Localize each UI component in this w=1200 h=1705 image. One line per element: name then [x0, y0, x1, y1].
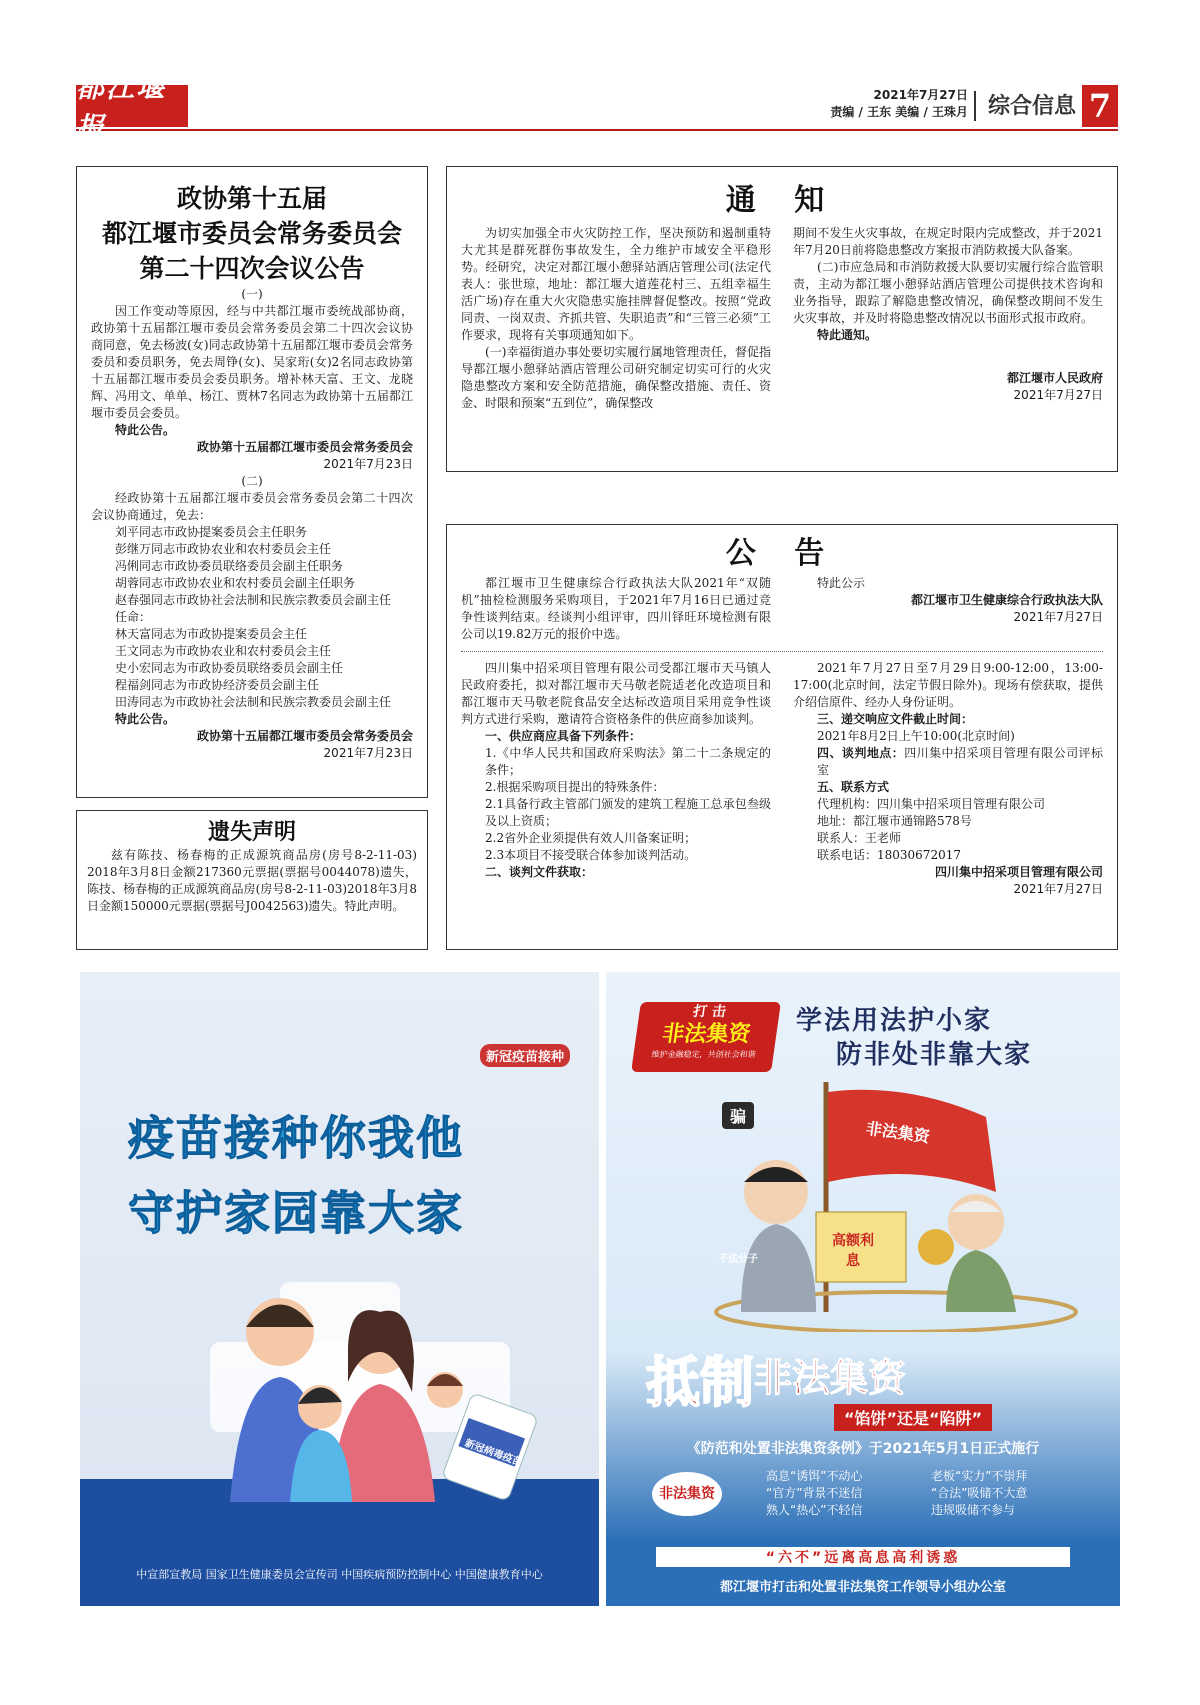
procurement-announcement: [446, 524, 1118, 950]
announce-a1-sign: 都江堰市卫生健康综合行政执法大队: [910, 593, 1103, 607]
editors: 责编 / 王东 美编 / 王珠月: [830, 105, 968, 119]
notice-para-4: (二)市应急局和市消防救援大队要切实履行综合监管职责，主动为都江堰小憩驿站酒店管理公司提供技术咨询和业务指导，跟踪了解隐患整改情况，确保整改期间不发生火灾事故，并及时将隐患整改情况以书面形式报市政府。: [793, 260, 1103, 325]
vaccine-poster: [80, 972, 599, 1606]
page-number: 7: [1082, 85, 1118, 127]
list-item: 冯俐同志市政协委员联络委员会副主任职务: [115, 559, 344, 573]
appoint-label: 任命：: [115, 610, 152, 624]
fraud-illustration: [646, 1072, 1086, 1332]
announce-heading: 四、谈判地点：: [817, 746, 905, 760]
fire-notice: [446, 166, 1118, 472]
lost-statement: [76, 810, 428, 950]
announce-a1-end: 特此公示: [817, 576, 866, 590]
list-item: 赵春强同志市政协社会法制和民族宗教委员会副主任: [115, 593, 392, 607]
lost-text: 兹有陈技、杨春梅的正成源筑商品房(房号8-2-11-03) 2018年3月8日金额217360元票据(票据号0044078)遗失，陈技、杨春梅的正成源筑商品房(房号8-2-11-03)2018年3月8日金额150000元票据(票据号J0042563)遗失。特此声明。: [87, 848, 417, 913]
dotted-divider: [461, 651, 1103, 652]
announce-heading: 二、谈判文件获取：: [485, 865, 594, 879]
notice-line: 特此公告。: [115, 423, 176, 437]
announce-b-intro: 四川集中招采项目管理有限公司受都江堰市天马镇人民政府委托，拟对都江堰市天马敬老院适老化改造项目和都江堰市天马敬老院食品安全达标改造项目采用竞争性谈判方式进行采购，邀请符合资格条件的供应商参加谈判。: [461, 661, 771, 726]
announce-line: 代理机构：四川集中招采项目管理有限公司: [817, 797, 1046, 811]
villain-label: 不法分子: [718, 1254, 758, 1265]
tip-item: 违规吸储不参与: [931, 1503, 1016, 1517]
announce-line: 2021年8月2日上午10:00(北京时间): [817, 729, 1015, 743]
tip-item: 老板“实力”不崇拜: [931, 1469, 1028, 1483]
announce-line: 2.1具备行政主管部门颁发的建筑工程施工总承包叁级及以上资质；: [485, 797, 771, 828]
vaccine-slogan-2: 守护家园靠大家: [128, 1186, 464, 1240]
tip-item: “合法”吸储不大意: [931, 1486, 1028, 1500]
announce-sign: 四川集中招采项目管理有限公司: [934, 865, 1103, 879]
headline-fundraising: 非法集资: [754, 1356, 907, 1400]
slogan-1: 学法用法护小家: [796, 1006, 993, 1036]
notice-para-3: 期间不发生火灾事故，在规定时限内完成整改，并于2021年7月20日前将隐患整改方案报市消防救援大队备案。: [793, 226, 1103, 257]
masthead: [76, 71, 1118, 144]
cppcc-sign-2: 政协第十五届都江堰市委员会常务委员会: [196, 729, 413, 743]
notice-para-2: (一)幸福街道办事处要切实履行属地管理责任，督促指导都江堰小憩驿站酒店管理公司研究制定切实可行的火灾隐患整改方案和安全防范措施，确保整改措施、责任、资金、时限和预案“五到位”，确保整改: [461, 345, 771, 410]
announce-line: 2.2省外企业须提供有效人川备案证明；: [485, 831, 697, 845]
announce-heading: 三、递交响应文件截止时间：: [817, 712, 974, 726]
announce-date: 2021年7月27日: [1013, 882, 1103, 896]
crackdown-badge: [631, 1002, 781, 1072]
list-item: 田涛同志为市政协社会法制和民族宗教委员会副主任: [115, 695, 392, 709]
notice-date: 2021年7月27日: [1013, 388, 1103, 402]
fundraising-circle: 非法集资: [652, 1472, 722, 1516]
cppcc-title: 政协第十五届 都江堰市委员会常务委员会 第二十四次会议公告: [101, 184, 402, 283]
cppcc-sign: 政协第十五届都江堰市委员会常务委员会: [196, 440, 413, 454]
announce-line: 联系人：王老师: [817, 831, 902, 845]
issue-date: 2021年7月27日: [873, 88, 968, 102]
list-item: 林天富同志为市政协提案委员会主任: [115, 627, 308, 641]
list-item: 彭继万同志市政协农业和农村委员会主任: [115, 542, 332, 556]
part1-text: 因工作变动等原因，经与中共都江堰市委统战部协商，政协第十五届都江堰市委员会常务委员会第二十四次会议协商同意，免去杨波(女)同志政协第十五届都江堰市委员会常务委员和委员职务，免去周铮(女)、吴家珩(女)2名同志政协第十五届都江堰市委员会委员职务。增补林天富、王文、龙晓辉、冯用文、单单、杨江、贾林7名同志为政协第十五届都江堰市委员会委员。: [91, 304, 413, 420]
notice-para-1: 为切实加强全市火灾防控工作，坚决预防和遏制重特大尤其是群死群伤事故发生，全力维护市域安全平稳形势。经研究，决定对都江堰小憩驿站酒店管理公司(法定代表人：张世琼，地址：都江堰大道莲花村三、五组幸福生活广场)存在重大火灾隐患实施挂牌督促整改。按照“党政同责、一岗双责、齐抓共管、失职追责”和“三管三必须”工作要求，现将有关事项通知如下。: [461, 226, 771, 342]
flag-text: 非法集资: [864, 1118, 931, 1147]
slogan-2: 防非处非靠大家: [836, 1040, 1033, 1070]
scam-tag: 骗: [722, 1102, 754, 1129]
badge-line-1: 打 击: [691, 1004, 728, 1020]
notice-title: 通 知: [725, 183, 839, 218]
headline-resist: 抵制: [646, 1351, 754, 1414]
cppcc-date-2: 2021年7月23日: [323, 746, 413, 760]
header-meta: [830, 87, 968, 121]
list-item: 胡蓉同志市政协农业和农村委员会副主任职务: [115, 576, 356, 590]
vaccine-slogan-1: 疫苗接种你我他: [128, 1111, 464, 1165]
law-line: 《防范和处置非法集资条例》于2021年5月1日正式施行: [686, 1441, 1040, 1457]
cppcc-date: 2021年7月23日: [323, 457, 413, 471]
list-item: 刘平同志市政协提案委员会主任职务: [115, 525, 308, 539]
header-divider: [974, 91, 976, 121]
badge-line-2: 非法集资: [660, 1022, 753, 1047]
announce-heading: 五、联系方式: [817, 780, 890, 794]
pie-or-trap: “馅饼”还是“陷阱”: [834, 1404, 992, 1431]
anti-fraud-poster: [606, 972, 1120, 1606]
section-name: 综合信息: [987, 94, 1076, 119]
part2-label: (二): [241, 474, 263, 488]
list-item: 王文同志为市政协农业和农村委员会主任: [115, 644, 332, 658]
newspaper-logo: 都江堰报: [76, 85, 188, 127]
tip-item: 熟人“热心”不轻信: [766, 1503, 863, 1517]
high-interest-sign: 高额利息: [832, 1233, 874, 1269]
notice-sign: 都江堰市人民政府: [1006, 371, 1103, 385]
list-item: 史小宏同志为市政协委员联络委员会副主任: [115, 661, 344, 675]
announce-heading: 一、供应商应具备下列条件：: [485, 729, 642, 743]
announce-line: 2021年7月27日至7月29日9:00-12:00，13:00-17:00(北京时间，法定节假日除外)。现场有偿获取，提供介绍信原件、经办人身份证明。: [793, 661, 1103, 709]
badge-subtitle: 维护金融稳定，共创社会和谐: [650, 1050, 757, 1059]
announce-a1-date: 2021年7月27日: [1013, 610, 1103, 624]
family-illustration: [180, 1272, 540, 1502]
vaccine-footer: 中宣部宣教局 国家卫生健康委员会宣传司 中国疾病预防控制中心 中国健康教育中心: [136, 1568, 543, 1581]
vaccine-badge: 新冠疫苗接种: [480, 1044, 570, 1067]
vaccine-vial-label: 新冠病毒疫苗: [463, 1437, 524, 1469]
part1-label: (一): [241, 287, 263, 301]
announce-line: 1.《中华人民共和国政府采购法》第二十二条规定的条件；: [485, 746, 771, 777]
list-item: 程福剑同志为市政协经济委员会副主任: [115, 678, 320, 692]
notice-end: 特此通知。: [817, 328, 878, 342]
notice-line-2: 特此公告。: [115, 712, 176, 726]
tip-item: 高息“诱饵”不动心: [766, 1469, 863, 1483]
anti-fraud-footer: 都江堰市打击和处置非法集资工作领导小组办公室: [719, 1580, 1006, 1595]
lost-title: 遗失声明: [207, 819, 296, 845]
announce-line: 四川集中招采项目管理有限公司评标室: [817, 746, 1103, 777]
tip-item: “官方”背景不迷信: [766, 1486, 863, 1500]
announce-a1: 都江堰市卫生健康综合行政执法大队2021年“双随机”抽检检测服务采购项目，于2021年7月16日已通过竞争性谈判结束。经谈判小组评审，四川铎旺环境检测有限公司以19.82万元的报价中选。: [461, 576, 771, 641]
announce-title: 公 告: [725, 536, 839, 571]
announce-line: 2.3本项目不接受联合体参加谈判活动。: [485, 848, 697, 862]
announce-line: 联系电话：18030672017: [817, 848, 961, 862]
announce-line: 地址：都江堰市通锦路578号: [817, 814, 972, 828]
part2-intro: 经政协第十五届都江堰市委员会常务委员会第二十四次会议协商通过，免去：: [91, 491, 413, 522]
cppcc-announcement: [76, 166, 428, 798]
announce-line: 2.根据采购项目提出的特殊条件：: [485, 780, 665, 794]
tips-grid: [766, 1468, 1096, 1519]
six-nos: “六不”远离高息高利诱惑: [656, 1547, 1070, 1567]
